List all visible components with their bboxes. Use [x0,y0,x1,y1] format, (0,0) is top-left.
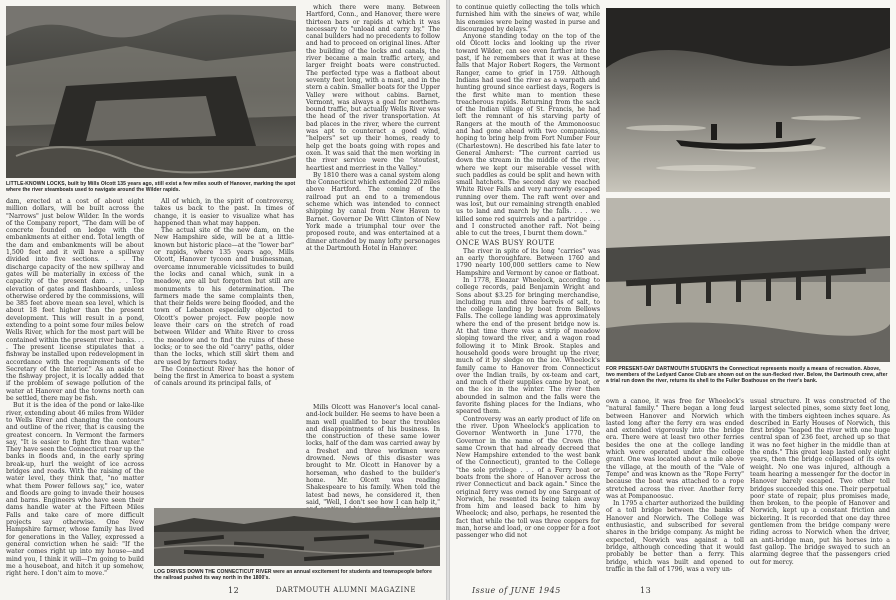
left-column-c [306,404,440,504]
magazine-title: DARTMOUTH ALUMNI MAGAZINE [276,586,417,594]
canoe-photo [606,8,890,192]
paragraph: The actual site of the new dam, on the New Hampshire side, will be at a little-known but historic place—at the "lower bar" or rapids, where 135 years ago, Mills Olcott, Hanover tycoon and businessman, overcame innumerable vicissitudes to build the locks and canal which, sunk in a meadow, are all but forgotten but still are monuments to his determination. The farmers made the same complaints then, that their fields were being flooded, and the town of Lebanon especially objected to Olcott's power project. Few people now leave their cars on the stretch of road between Wilder and White River to cross the meadow and to find the ruins of these locks; or to see the old "carry" paths, older than the locks, which still skirt them and are used by farmers today. [154,227,294,366]
section-heading: ONCE WAS BUSY ROUTE [456,238,555,247]
right-page [450,0,896,600]
paragraph: Anyone standing today on the top of the old Olcott locks and looking up the river toward Wilder, can see even farther into the past, if he remembers that it was at these falls that Major Robert Rogers, the Vermont Ranger, came to grief in 1759. Although Indians had used the river as a warpath and hunting ground since earliest days, Rogers is the first white man to mention these treacherous rapids. Returning from the sack of the Indian village of St. Francis, he had left the remnant of his starving party of Rangers at the mouth of the Ammonoosuc and had gone ahead with two companions, hoping to bring help from Fort Number Four (Charlestown). He described his fate later to General Amherst: "The current carried us down the stream in the middle of the river, where we kept our miserable vessel with such paddles as could be split and hewn with small hatchets. The second day we reached White River Falls and very narrowly escaped running over them. The raft went over and was lost, but our remaining strength enabled us to land and march by the falls. . . . we killed some red squirrels and a partridge . . . and I constructed another raft. Not being able to cut the trees, I burnt them down." [456,33,600,238]
paragraph: The Connecticut River has the honor of being the first in America to boast a system of canals around its principal falls, of [154,365,294,388]
paragraph: In 1795 a charter authorized the building of a toll bridge between the banks of Hanover and Norwich. The College was enthusiastic, and subscribed for several shares in the bridge company. As might be expected, Norwich was against a toll bridge, although conceding that it would probably be better than a ferry. This bridge, which was built and opened to traffic in the fall of 1796, was a very un- [606,500,744,573]
left-column-a [6,198,144,588]
paragraph: By 1810 there was a canal system along the Connecticut which extended 220 miles above Hartford. The coming of the railroad put an end to a tremendous scheme which was intended to connect shipping by canal from New Haven to Barnet. Governor De Witt Clinton of New York made a triumphal tour over the proposed route, and was entertained at a dinner attended by many lofty personages at the Dartmouth Hotel in Hanover. [306,171,440,252]
page-number-left: 12 [228,586,240,595]
paragraph: which there were many. Between Hartford, Conn., and Hanover, there were thirteen bars or rapids at which it was necessary to "unload and carry by." The canal builders had no precedents to follow and had to proceed on original lines. After the building of the locks and canals, the river became a main traffic artery, and larger freight boats were constructed. The perfected type was a flatboat about seventy feet long, with a mast, and in the stern a cabin. Smaller boats for the Upper Valley were without cabins. Barnet, Vermont, was always a goal for northern-bound traffic, but actually Wells River was the head of the river transportation. At bad places in the river, where the current was apt to counteract a good wind, "helpers" set up their homes, ready to help get the boats going with ropes and oxen. It was said that the men working in the river service were the "stoutest, heartiest and merriest in the Valley." [306,4,440,172]
log-drive-caption: LOG DRIVES DOWN THE CONNECTICUT RIVER were an annual excitement for students and townspeople before the railroad pushed its way north in the 1800's. [154,569,432,581]
paragraph: usual structure. It was constructed of the largest selected pines, some sixty feet long, with the timbers eighteen inches square. As described in Early Houses of Norwich, this first bridge "leaped the river with one huge central span of 236 feet, arched up so that it was no feet higher in the middle than at the ends." This great leap lasted only eight years, then the bridge collapsed of its own weight. No one was injured, although a team hearing a messenger for the doctor in Hanover barely escaped. Two other toll bridges succeeded this one. Their perpetual poor state of repair, plus promises made, then broken, to the people of Hanover and Norwich, kept up a constant friction and bickering. It is recorded that one day three gentlemen from the bridge company were riding across to Norwich when the driver, an anti-bridge man, put his horses into a fast gallop. The bridge swayed to such an alarming degree that the passengers cried out for mercy. [750,398,890,566]
crew-photo [606,198,890,362]
paragraph: In 1778, Eleazar Wheelock, according to college records, paid Benjamin Wright and Sons about $3.25 for bringing merchandise, including rum and three barrels of salt, to the college landing by boat from Bellows Falls. The college landing was approximately where the end of the present bridge now is. At that time there was a strip of meadow sloping toward the river, and a wagon road following it to Mink Brook. Staples and household goods were brought up the river, much of it by sledge on the ice. Wheelock's family came to Hanover from Connecticut over the Indian trails, by ox-team and cart, and much of their supplies came by boat, or on the ice in the winter. The river then abounded in salmon and the falls were the favorite fishing places for the Indians, who speared them. [456,276,600,416]
left-column-b [154,198,294,503]
log-drive-photo [154,508,440,566]
locks-caption: LITTLE-KNOWN LOCKS, built by Mills Olcott 135 years ago, still exist a few miles south of Hanover, marking the spot where the river steamboats used to navigate around the Wilder rapids. [6,181,296,193]
paragraph: But it is the idea of the pond or lake-like river, extending about 46 miles from Wilder to Wells River and changing the contours and outline of the river, that is causing the greatest concern. In Vermont the farmers say, "It is easier to fight fire than water." They have seen the Connecticut roar up the banks in floods and, in the early spring break-up, hurl the weight of ice across bridges and roads. With the raising of the water level, they think that, "no matter what them Power fellows say," ice, water and floods are going to invade their houses and barns. Engineers who have seen their dams handle water at the Fifteen Miles Falls and take care of more difficult projects say otherwise. One New Hampshire farmer, whose family has lived for generations in the Valley, expressed a general conviction when he said: "If the water comes right up into my house—and mind you, I think it will—I'm going to build me a houseboat, and hitch it up somehow, right here. I don't aim to move." [6,402,144,578]
paragraph: Controversy was an early product of life on the river. Upon Wheelock's application to Governor Wentworth in June 1770, the Governor in the name of the Crown (the same Crown that had already decreed that New Hampshire extended to the west bank of the Connecticut), granted to the College "the sole privilege . . . of a Ferry boat or boats from the shore of Hanover across the river Connecticut and back again." Since the original ferry was owned by one Sargeant of Norwich, he resented its being taken away from him and leased back to him by Wheelock; and also, perhaps, he resented the fact that while the toll was three coppers for man, horse and load, or one copper for a foot passenger who did not [456,415,600,540]
page-number-right: 13 [640,586,652,595]
left-column-top [306,4,440,400]
canoe-crew-caption: FOR PRESENT-DAY DARTMOUTH STUDENTS the Connecticut represents mostly a means of recreation. Above, two members of the Ledyard Canoe Club are shown out on the sun-flecked river. Below, the Dartmouth crew, after a trial run down the river, returns its shell to the Fuller Boathouse on the river's bank. [606,366,888,384]
paragraph: The river in spite of its long "carries" was an early thoroughfare. Between 1760 and 1790 nearly 100,000 settlers came to New Hampshire and Vermont by canoe or flatboat. [456,247,600,277]
paragraph: to continue quietly collecting the tolls which furnished him with the sinews of war, while his enemies were being wasted in purse and discouraged by delays." [456,4,600,33]
paragraph: All of which, in the spirit of controversy, takes us back to the past. In times of change, it is easier to visualize what has happened than what may happen. [154,198,294,227]
paragraph: Mills Olcott was Hanover's local canal-and-lock builder. He seems to have been a man well qualified to bear the troubles and disappointments of his business. In the construction of these same lower locks, half of the dam was carried away by a freshet and three workmen were drowned. News of this disaster was brought to Mr. Olcott in Hanover by a horseman, who dashed to the builder's home. Mr. Olcott was reading Shakespeare to his family. When told the latest bad news, he considered it, then said, "Well, I don't see how I can help it," [306,404,440,506]
paragraph: dam, erected at a cost of about eight million dollars, will be built across the "Narrows" just below Wilder. In the words of the Company report, "The dam will be of concrete founded on ledge with the embankments at either end. Total length of the dam and embankments will be about 1,500 feet and it will have a spillway divided into five sections. . . . The discharge capacity of the new spillway and gates will be materially in excess of the capacity of the present dam. . . . Top elevation of gates and flashboards, unless otherwise ordered by the commissions, will be 385 feet above mean sea level, which is about 18 feet higher than the present development. This will result in a pond, extending to a point some four miles below Wells River, which for the most part will be contained within the present river banks. . . . The present license stipulates that a fishway be installed upon redevelopment in accordance with the requirements of the Secretary of the Interior." As an aside to the fishway project, it is locally added that if the problem of sewage pollution of the water at Hanover and the towns north can be settled, there may be fish. [6,198,144,403]
locks-photo [6,6,296,178]
right-column-a [456,4,600,564]
paragraph: own a canoe, it was free for Wheelock's "natural family." There began a long feud between Hanover and Norwich which lasted long after the ferry era was ended and extended vigorously into the bridge era. There were at least two other ferries besides the one at the college landing which were operated under the college grant. One was located about a mile above the village, at the mouth of the "Vale of Tempe" and was known as the "Rope Ferry" because the boat was attached to a rope stretched across the river. Another ferry was at Pompanoosuc. [606,398,744,500]
right-column-c [750,398,890,568]
left-page [0,0,446,600]
right-column-b [606,398,744,573]
issue-date: Issue of JUNE 1945 [472,586,561,595]
